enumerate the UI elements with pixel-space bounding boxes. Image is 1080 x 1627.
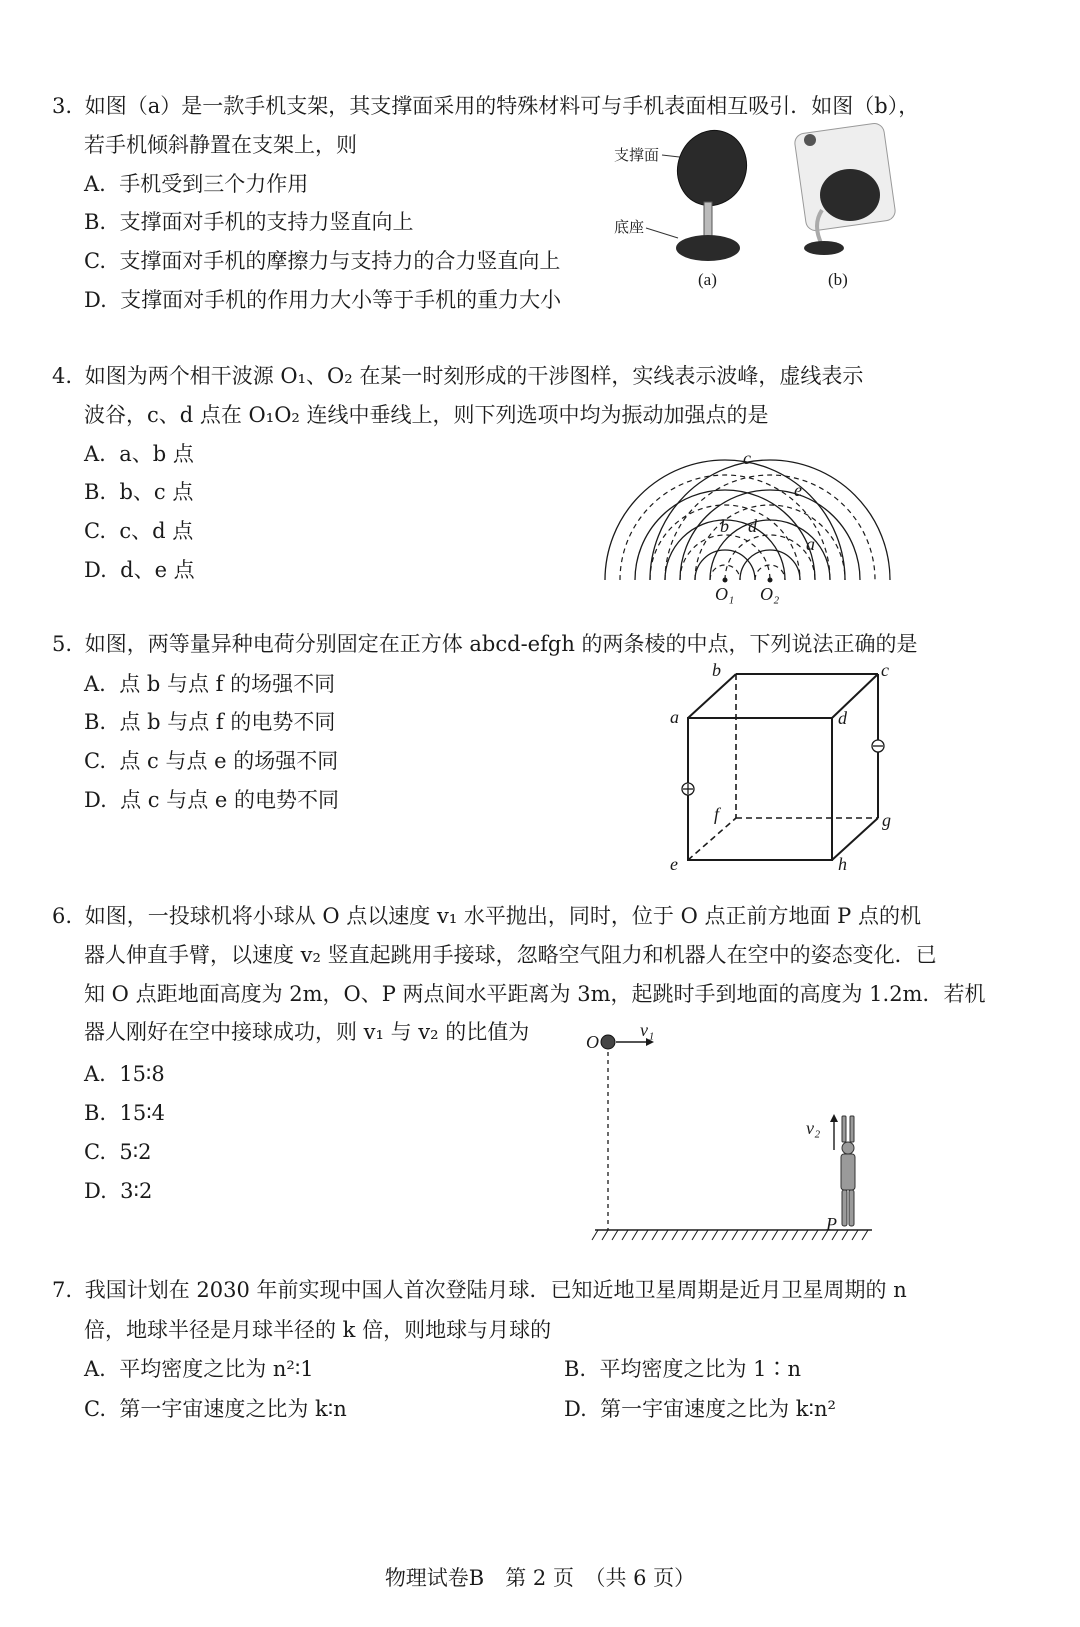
question-4-stem-line2: 波谷，c、d 点在 O₁O₂ 连线中垂线上，则下列选项中均为振动加强点的是 [84, 403, 769, 427]
option-key: B. [84, 210, 107, 234]
question-number: 7. [52, 1278, 73, 1302]
option-key: D. [84, 288, 107, 312]
option-text: 手机受到三个力作用 [119, 172, 309, 196]
question-4-stem-line1 [52, 362, 863, 390]
option-key: D. [84, 1179, 107, 1203]
crest-o2-r3 [680, 490, 860, 580]
question-6-option-a[interactable] [84, 1060, 165, 1088]
edge-ab [688, 674, 736, 718]
option-text: 3∶2 [120, 1179, 153, 1203]
option-key: A. [84, 1062, 106, 1086]
question-5-option-b[interactable] [84, 708, 335, 736]
question-3-option-a[interactable] [84, 170, 308, 198]
caption-b: (b) [828, 270, 848, 289]
option-text: 点 c 与点 e 的场强不同 [119, 749, 339, 773]
question-number: 4. [52, 364, 73, 388]
question-4-option-d[interactable] [84, 556, 195, 584]
robot-figure [841, 1116, 855, 1226]
phone-stand-base [804, 241, 844, 255]
edge-ef-hidden [688, 818, 736, 860]
label-b: b [720, 516, 729, 536]
question-6-option-c[interactable] [84, 1138, 152, 1166]
trough-o1-r2 [680, 535, 770, 580]
option-key: C. [84, 1140, 106, 1164]
option-text: 支撑面对手机的支持力竖直向上 [119, 210, 414, 234]
question-number: 5. [52, 632, 73, 656]
option-key: B. [84, 710, 107, 734]
stand-base [676, 235, 740, 261]
stem-text: 如图，两等量异种电荷分别固定在正方体 abcd-efgh 的两条棱的中点，下列说法正确的是 [84, 632, 918, 656]
vertex-f: f [714, 804, 720, 824]
option-key: B. [84, 1101, 107, 1125]
stem-text: 我国计划在 2030 年前实现中国人首次登陆月球．已知近地卫星周期是近月卫星周期的 n [84, 1278, 907, 1302]
stem-text: 如图（a）是一款手机支架，其支撑面采用的特殊材料可与手机表面相互吸引．如图（b）， [84, 94, 920, 118]
question-number: 3. [52, 94, 73, 118]
option-key: A. [84, 442, 106, 466]
question-5-option-a[interactable] [84, 670, 335, 698]
option-text: a、b 点 [119, 442, 194, 466]
question-7-stem-line2: 倍，地球半径是月球半径的 k 倍，则地球与月球的 [84, 1318, 552, 1342]
question-6-stem-line4: 器人刚好在空中接球成功，则 v₁ 与 v₂ 的比值为 [84, 1020, 530, 1044]
option-key: C. [84, 1397, 106, 1421]
label-a: a [806, 534, 815, 554]
option-key: A. [84, 1357, 106, 1381]
option-key: A. [84, 672, 106, 696]
negative-charge-icon [872, 740, 884, 752]
question-7-option-c[interactable] [84, 1395, 347, 1423]
question-5-stem-line1 [52, 630, 918, 658]
question-6-stem-line1 [52, 902, 921, 930]
option-key: C. [84, 249, 106, 273]
label-e: e [794, 480, 802, 500]
option-text: 支撑面对手机的作用力大小等于手机的重力大小 [120, 288, 562, 312]
question-6-stem-line3: 知 O 点距地面高度为 2m，O、P 两点间水平距离为 3m，起跳时手到地面的高度为 1.2m．若机 [84, 982, 986, 1006]
question-5-option-d[interactable] [84, 786, 339, 814]
vertex-c: c [881, 660, 889, 680]
option-key: B. [564, 1357, 587, 1381]
question-3-option-b[interactable] [84, 208, 413, 236]
label-o: O [586, 1032, 599, 1052]
question-7-option-a[interactable] [84, 1355, 314, 1383]
label-v1: v₁ [640, 1020, 655, 1040]
label-v2: v₂ [806, 1118, 821, 1138]
question-3-option-d[interactable] [84, 286, 561, 314]
positive-charge-icon [682, 783, 694, 795]
option-text: b、c 点 [119, 480, 194, 504]
option-key: C. [84, 519, 106, 543]
option-text: 第一宇宙速度之比为 k∶n² [600, 1397, 836, 1421]
source-o1-dot [723, 578, 728, 583]
option-key: D. [84, 558, 107, 582]
option-text: 平均密度之比为 1∶n [599, 1357, 802, 1381]
option-key: D. [84, 788, 107, 812]
question-6-option-d[interactable] [84, 1177, 152, 1205]
option-text: d、e 点 [120, 558, 195, 582]
option-text: 点 b 与点 f 的电势不同 [119, 710, 336, 734]
projectile-figure [580, 1020, 900, 1250]
question-7-stem-line1 [52, 1276, 907, 1304]
question-3-option-c[interactable] [84, 247, 560, 275]
vertex-a: a [670, 707, 679, 727]
option-text: 点 b 与点 f 的场强不同 [119, 672, 336, 696]
question-4-option-c[interactable] [84, 517, 193, 545]
vertex-e: e [670, 854, 678, 874]
label-c: c [743, 448, 751, 468]
source-o2-dot [768, 578, 773, 583]
support-surface-disc [667, 121, 757, 216]
ball [601, 1035, 615, 1049]
label-support-surface: 支撑面 [614, 146, 660, 164]
option-text: 点 c 与点 e 的电势不同 [120, 788, 340, 812]
vertex-b: b [712, 660, 721, 680]
question-3-stem-line1 [52, 92, 919, 120]
v2-arrowhead [830, 1114, 838, 1122]
vertex-d: d [838, 708, 847, 728]
question-number: 6. [52, 904, 73, 928]
option-key: D. [564, 1397, 587, 1421]
question-5-option-c[interactable] [84, 747, 338, 775]
option-text: 平均密度之比为 n²∶1 [119, 1357, 314, 1381]
phone-stand-disc [820, 169, 880, 221]
question-6-option-b[interactable] [84, 1099, 165, 1127]
option-text: 第一宇宙速度之比为 k∶n [119, 1397, 347, 1421]
label-p: P [826, 1214, 837, 1234]
question-4-option-a[interactable] [84, 440, 194, 468]
label-o1: O₁ [715, 584, 735, 604]
option-key: C. [84, 749, 106, 773]
label-d: d [748, 516, 757, 536]
caption-a: (a) [698, 270, 717, 289]
option-key: B. [84, 480, 107, 504]
cube-figure [660, 660, 900, 880]
option-key: A. [84, 172, 106, 196]
label-o2: O₂ [760, 584, 780, 604]
option-text: 15∶8 [119, 1062, 165, 1086]
option-text: 支撑面对手机的摩擦力与支持力的合力竖直向上 [119, 249, 561, 273]
option-text: 15∶4 [119, 1101, 166, 1125]
vertex-g: g [882, 810, 891, 830]
label-base: 底座 [614, 218, 645, 236]
interference-pattern-figure [590, 440, 910, 610]
question-4-option-b[interactable] [84, 478, 193, 506]
question-7-option-b[interactable] [564, 1355, 801, 1383]
option-text: c、d 点 [119, 519, 194, 543]
question-7-option-d[interactable] [564, 1395, 836, 1423]
phone-camera [804, 134, 816, 146]
option-text: 5∶2 [119, 1140, 152, 1164]
question-6-stem-line2: 器人伸直手臂，以速度 v₂ 竖直起跳用手接球，忽略空气阻力和机器人在空中的姿态变化．已 [84, 943, 937, 967]
page-footer: 物理试卷B 第 2 页 （共 6 页） [384, 1566, 696, 1590]
question-3-stem-line2: 若手机倾斜静置在支架上，则 [84, 133, 357, 157]
stem-text: 如图为两个相干波源 O₁、O₂ 在某一时刻形成的干涉图样，实线表示波峰，虚线表示 [84, 364, 864, 388]
cube-front-face [688, 718, 832, 860]
phone-stand-figure [600, 120, 920, 300]
stem-text: 如图，一投球机将小球从 O 点以速度 v₁ 水平抛出，同时，位于 O 点正前方地面 P 点的机 [84, 904, 921, 928]
vertex-h: h [838, 854, 847, 874]
